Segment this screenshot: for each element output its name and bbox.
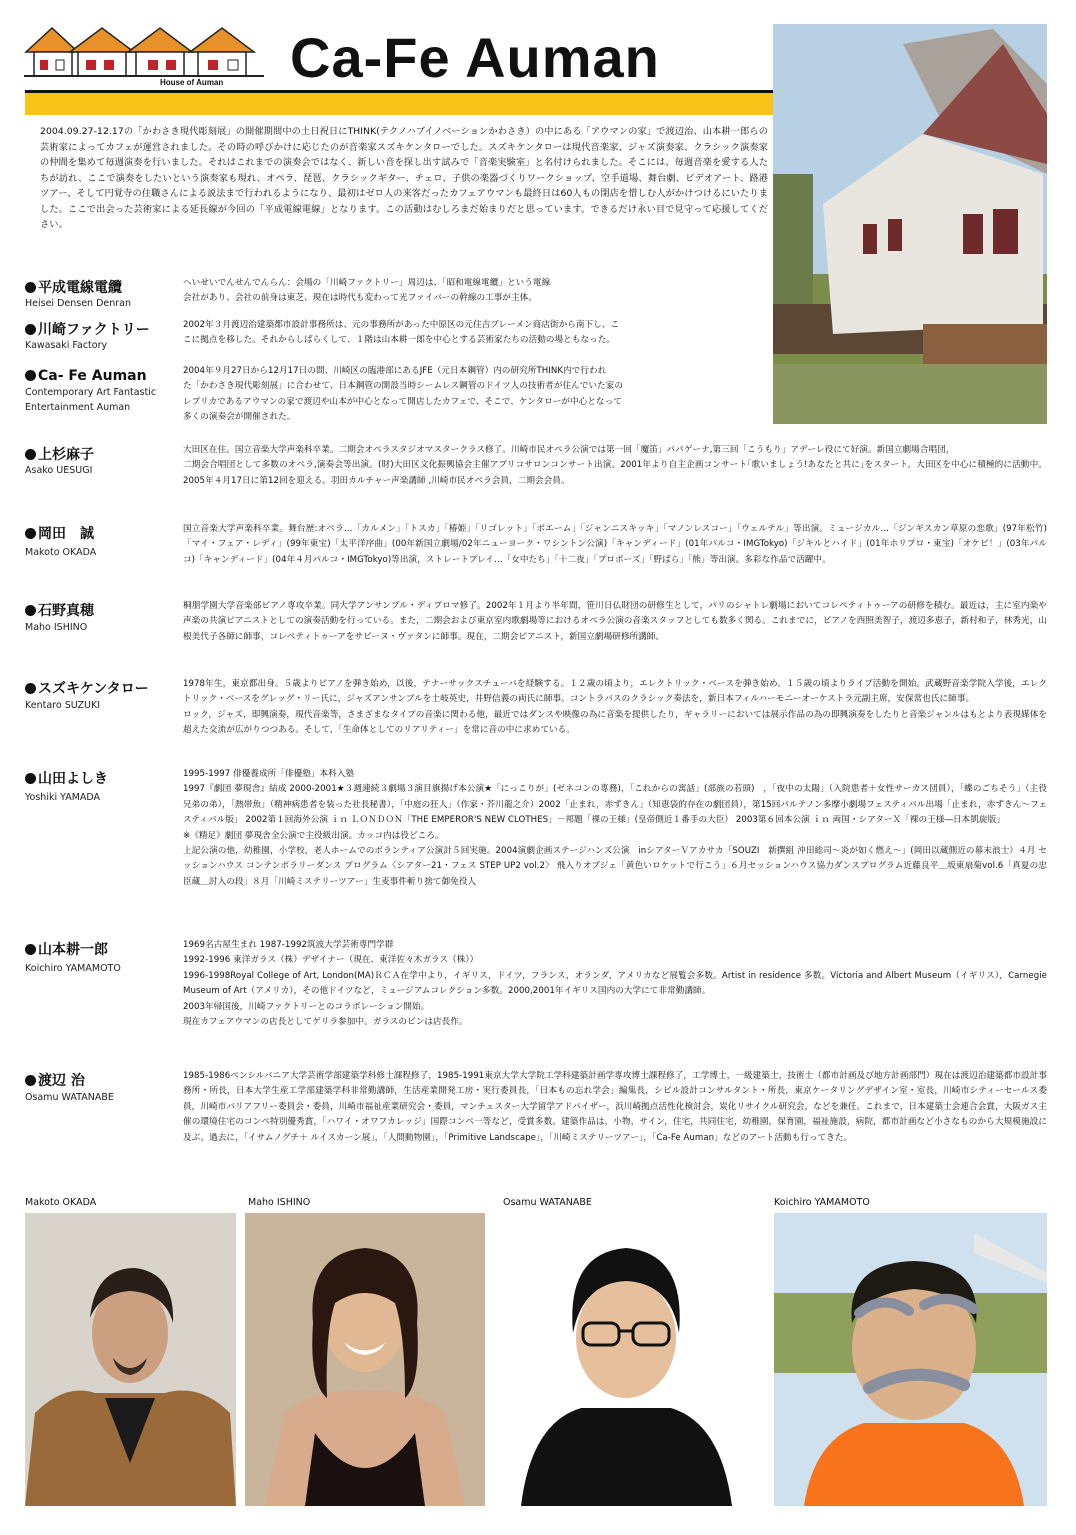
section-title-koichiro-yamamoto: 山本耕一郎	[25, 942, 108, 959]
section-title-kawasaki-factory: 川崎ファクトリー	[25, 322, 150, 339]
bullet-icon	[25, 449, 36, 460]
section-subtitle: Maho ISHINO	[25, 622, 88, 633]
portrait-caption: Maho ISHINO	[248, 1197, 311, 1208]
portrait-caption: Osamu WATANABE	[503, 1197, 592, 1208]
bullet-icon	[25, 683, 36, 694]
bullet-icon	[25, 282, 36, 293]
page-title: Ca-Fe Auman	[290, 26, 660, 89]
portrait-photo-makoto-okada	[25, 1213, 236, 1506]
bullet-icon	[25, 1075, 36, 1086]
house-of-auman-logo	[24, 22, 264, 92]
section-subtitle: Yoshiki YAMADA	[25, 792, 101, 803]
section-body: 2002年３月渡辺治建築都市設計事務所は、元の事務所があった中原区の元住吉ブレーメン商店街から南下し、こ こに拠点を移した。それからしばらくして、１階は山本耕一郎を中心とする芸術家たちの活動の場ともなった。	[183, 320, 620, 346]
section-title-yoshiki-yamada: 山田よしき	[25, 771, 108, 788]
intro-paragraph: 2004.09.27-12.17の「かわさき現代彫刻展」の開催期間中の土日祝日にTHINK(テクノハブイノベーションかわさき）の中にある「アウマンの家」で渡辺治、山本耕一郎らの芸術家によってカフェが運営されました。その時の呼びかけに応じたのが音楽家スズキケンタローでした。スズキケンタローは現代音楽家、ジャズ演奏家、クラシック演奏家の仲間を集めて毎週演奏を行いました。それはこれまでの演奏会ではなく、新しい音を探し出す試みで「音楽実験室」と名付けられました。そこには、毎週音楽を愛する人たちが訪れ、ここで演奏をしたいという演奏家も現れ、オペラ、琵琶、クラシックギター、チェロ、子供の楽器づくりワークショップ、空手道場、舞台劇、ビデオアート、路港ツアー、そして円覚寺の住職さんによる説法まで行われるようになり、最初はゼロ人の来客だったカフェアウマンも最終日は60人もの閉店を惜しむ人がかけつけるにいたりました。ここで出会った芸術家による延長線が今回の「平成電線電線」となります。この活動はむしろまだ始まりだと思っています。できるだけ永い目で見守って応援してください。	[40, 126, 768, 230]
section-body: 1978年生，東京都出身。５歳よりピアノを弾き始め，以後，テナーサックスチューバを経験する。１２歳の頃より，エレクトリック・ベースを弾き始め。１５歳の頃よりライブ活動を開始。武蔵野音楽学院入学後，エレクトリック・ベースをグレッグ・リー氏に，ジャズアンサンブルを土岐英史，井野信義の両氏に師事。コントラバスのクラシック奏法を，新日本フィルハーモニーオーケストラ元副主席，安保常也氏に師事。 ロック，ジャズ，即興演奏，現代音楽等，さまざまなタイプの音楽に関わる他，最近ではダンスや映像の為に音楽を提供したり，ギャラリーにおいては展示作品の為の即興演奏をしたりと音楽ジャンルはもとより表現媒体を超えた交流が広がりつつある。そして，「生命体としてのリアリティー」を常に音の中に求めている。	[183, 679, 1047, 736]
portrait-photo-koichiro-yamamoto	[774, 1213, 1047, 1506]
section-subtitle: Osamu WATANABE	[25, 1092, 114, 1103]
section-subtitle: Kentaro SUZUKI	[25, 700, 101, 711]
section-body: 1985-1986ペンシルバニア大学芸術学部建築学科修士課程修了，1985-1991東京大学大学院工学科建築計画学専攻博士課程修了，工学博士，一級建築士，技術士（都市計画及び地方計画部門）現在は渡辺治建築都市設計事務所・所長，日本大学生産工学部建築学科非常勤講師，生活産業開発工房・実行委員長，「日本もの忘れ学会」編集長，シビル設計コンサルタント・所長，東京ケータリングデザイン室・室長，川崎市シティーセールス委員，川崎市バリアフリー委員会・委員，川崎市福祉産業研究会・委員，マンチェスター大学留学アドバイザー，浜川崎拠点活性化検討会，炭化リサイクル研究会，などを兼任。これまで，日本建築士会連合会賞，大阪ガス主催の環境住宅のコンペ特別優秀賞，「ハワイ・オワフカレッジ」国際コンペ一等など，受賞多数。建築作品は，小物，サイン，住宅，共同住宅，幼稚園，保育園，福祉施設，病院，都市計画など小さなものから大規模施設に及ぶ。過去に，「イサムノグチ＋ ルイスカーン展」，「人間動物園」，「Primitive Landscape」，「川崎ミステリーツアー」，「Ca-Fe Auman」などのアート活動も行ってきた。	[183, 1071, 1047, 1143]
section-body: 2004年９月27日から12月17日の間、川崎区の臨港部にあるJFE（元日本鋼管）内の研究所THINK内で行われ た「かわさき現代彫刻展」に合わせて、日本鋼管の開設当時シームレス鋼管のドイツ人の技術者が住んでいた家の レプリカであるアウマンの家で渡辺や山本が中心となって開店したカフェで、そこで、ケンタローが中心となって 多くの演奏会が開催された。	[183, 366, 623, 423]
portrait-photo-maho-ishino	[245, 1213, 485, 1506]
section-body: 桐朋学園大学音楽部ピアノ専攻卒業。同大学アンサンブル・ディプロマ修了。2002年１月より半年間，笹川日仏財団の研修生として，パリのシャトレ劇場においてコレペティトゥーアの研修を積む。最近は，主に室内楽や声楽の共演ピアニストとしての演奏活動を行っている。また，二期会および東京室内歌劇場等におけるオペラ公演の音楽スタッフとしても数多く関る。これまでに，ピアノを西照美智子，渡辺多恵子，新村和子，林秀光，山根美代子各師に師事，コレペティトゥーアをサビーヌ・ヴァタンに師事。現在，二期会ピアニスト，新国立劇場研修所講師。	[183, 601, 1047, 642]
bullet-icon	[25, 773, 36, 784]
section-title-asako-uesugi: 上杉麻子	[25, 447, 94, 464]
bullet-icon	[25, 324, 36, 335]
accent-bar	[25, 93, 773, 115]
bullet-icon	[25, 528, 36, 539]
section-subtitle: Makoto OKADA	[25, 547, 97, 558]
portrait-caption: Makoto OKADA	[25, 1197, 97, 1208]
section-body: 1969名古屋生まれ 1987-1992筑波大学芸術専門学群 1992-1996 東洋ガラス（株）デザイナー（現在、東洋佐々木ガラス（株）） 1996-1998Royal College of Art, London(MA)ＲＣＡ在学中より，イギリス，ドイツ，フランス，オランダ，アメリカなど展覧会多数。Artist in residence 多数。Victoria and Albert Museum（イギリス），Carnegie Museum of Art（アメリカ），その他ドイツなど，ミュージアムコレクション多数。2000,2001年イギリス国内の大学にて非常勤講師。 2003年帰国後，川崎ファクトリーとのコラボレーション開始。 現在カフェアウマンの店長としてゲリラ参加中。ガラスのビンは店長作。	[183, 940, 1047, 1028]
bullet-icon	[25, 370, 36, 381]
section-body: 国立音楽大学声楽科卒業。舞台歴:オペラ…「カルメン」「トスカ」「椿姫」「リゴレット」「ボエーム」「ジャンニスキッキ」「マノンレスコー」「ウェルテル」等出演。ミュージカル…「ジンギスカン草原の恋歌」(97年松竹)「マイ・フェア・レディ」(99年東宝)「太平洋序曲」(00年新国立劇場/02年ニューヨーク・ワシントン公演)「キャンディード」(01年パルコ・IMGTokyo)「ジキルとハイド」(01年ホリプロ・東宝)「オケピ！」(03年パルコ)「キャンディード」(04年４月パルコ・IMGTokyo)等出演，ストレートプレイ…「女中たち」「十二夜」「プロポーズ」「野ばら」「熊」等出演。多彩な作品で活躍中。	[183, 524, 1047, 565]
section-subtitle: Koichiro YAMAMOTO	[25, 963, 121, 974]
house-photo	[773, 24, 1047, 424]
section-body: 1995-1997 俳優養成所「俳優塾」本科入塾 1997『劇団 夢現舎』結成 2000-2001★３週連続３劇場３演目旗揚げ本公演★「にっこりが」(ゼネコンの専務)，「これからの寓話」(部族の若頭) ，「夜中の太陽」（入院患者＋女性サーカス団員），「蝶のごちそう」（主役兄弟の弟），「熱帯魚」（精神病患者を装った社長秘書），「中庭の狂人」（作家・芥川龍之介）2002「止まれ，赤ずきん」（知恵袋的存在の劇団員），第15回パルテノン多摩小劇場フェスティバル出場「止まれ，赤ずきん～フェスティバル版」 2002第１回海外公演 ｉｎ ＬＯＮＤＯＮ「THE EMPEROR'S NEW CLOTHES」－邦題「裸の王様」(皇帝側近１番手の大臣） 2003第６回本公演 ｉｎ 両国・シアターＸ「裸の王様―日本凱旋版」 ※《精足》劇団 夢現舎全公演で主役級出演。カッコ内は役どころ。 上記公演の他，幼稚園，小学校，老人ホームでのボランティア公演計５回実施。2004演劇企画ステージハンズ公演 inシアターＶアカサカ「SOUZI 新撰組 沖田総司～炎が如く燃え～」(岡田以蔵側近の幕末浪士）４月 セッションハウス コンテンポラリーダンス プログラム〈シアター21・フェス STEP UP2 vol.2〉 飛入りオブジェ「黄色いロケットで行こう」６月セッションハウス協力ダンスプログラム近藤良平＿坂東扇菊vol.6「真夏の忠臣蔵＿討入の段」８月「川崎ミステリーツアー」生麦事件斬り捨て御免役人	[183, 769, 1047, 887]
section-subtitle: Heisei Densen Denran	[25, 298, 132, 309]
section-title-heisei-densen-denran: 平成電線電纜	[25, 280, 122, 297]
section-subtitle: Asako UESUGI	[25, 465, 93, 476]
section-body: 大田区在住。国立音楽大学声楽科卒業。二期会オペラスタジオマスタークラス修了。川崎市民オペラ公演では第一回「魔笛」パパゲーナ,第三回「こうもり」アデーレ役にて好演。新国立劇場合唱団， 二期会合唱団として多数のオペラ,演奏会等出演。(財)大田区文化振興協会主催アプリコサロンコンサート出演。2001年より自主企画コンサート｢歌いましょう!あなたと共に｣をスタート。大田区を中心に積極的に活動中。2005年４月17日に第12回を迎える。羽田カルチャー声楽講師 ,川崎市民オペラ会員，二期会会員。	[183, 445, 1047, 486]
bullet-icon	[25, 944, 36, 955]
section-subtitle: Kawasaki Factory	[25, 340, 108, 351]
section-title-osamu-watanabe: 渡辺 治	[25, 1073, 85, 1090]
section-title-ca-fe-auman: Ca- Fe Auman	[25, 368, 147, 385]
section-body: へいせいでんせんでんらん：会場の「川崎ファクトリー」周辺は、「昭和電線電纜」という電線 会社があり、会社の前身は東芝、現在は時代も変わって光ファイバーの幹線の工事が主体。	[183, 278, 551, 304]
section-title-kentaro-suzuki: スズキケンタロー	[25, 681, 149, 698]
section-title-makoto-okada: 岡田 誠	[25, 526, 94, 543]
logo-caption: House of Auman	[160, 78, 224, 87]
section-subtitle: Contemporary Art Fantastic Entertainment Auman	[25, 387, 157, 413]
portrait-photo-osamu-watanabe	[511, 1213, 742, 1506]
bullet-icon	[25, 605, 36, 616]
portrait-caption: Koichiro YAMAMOTO	[774, 1197, 870, 1208]
section-title-maho-ishino: 石野真穂	[25, 603, 94, 620]
